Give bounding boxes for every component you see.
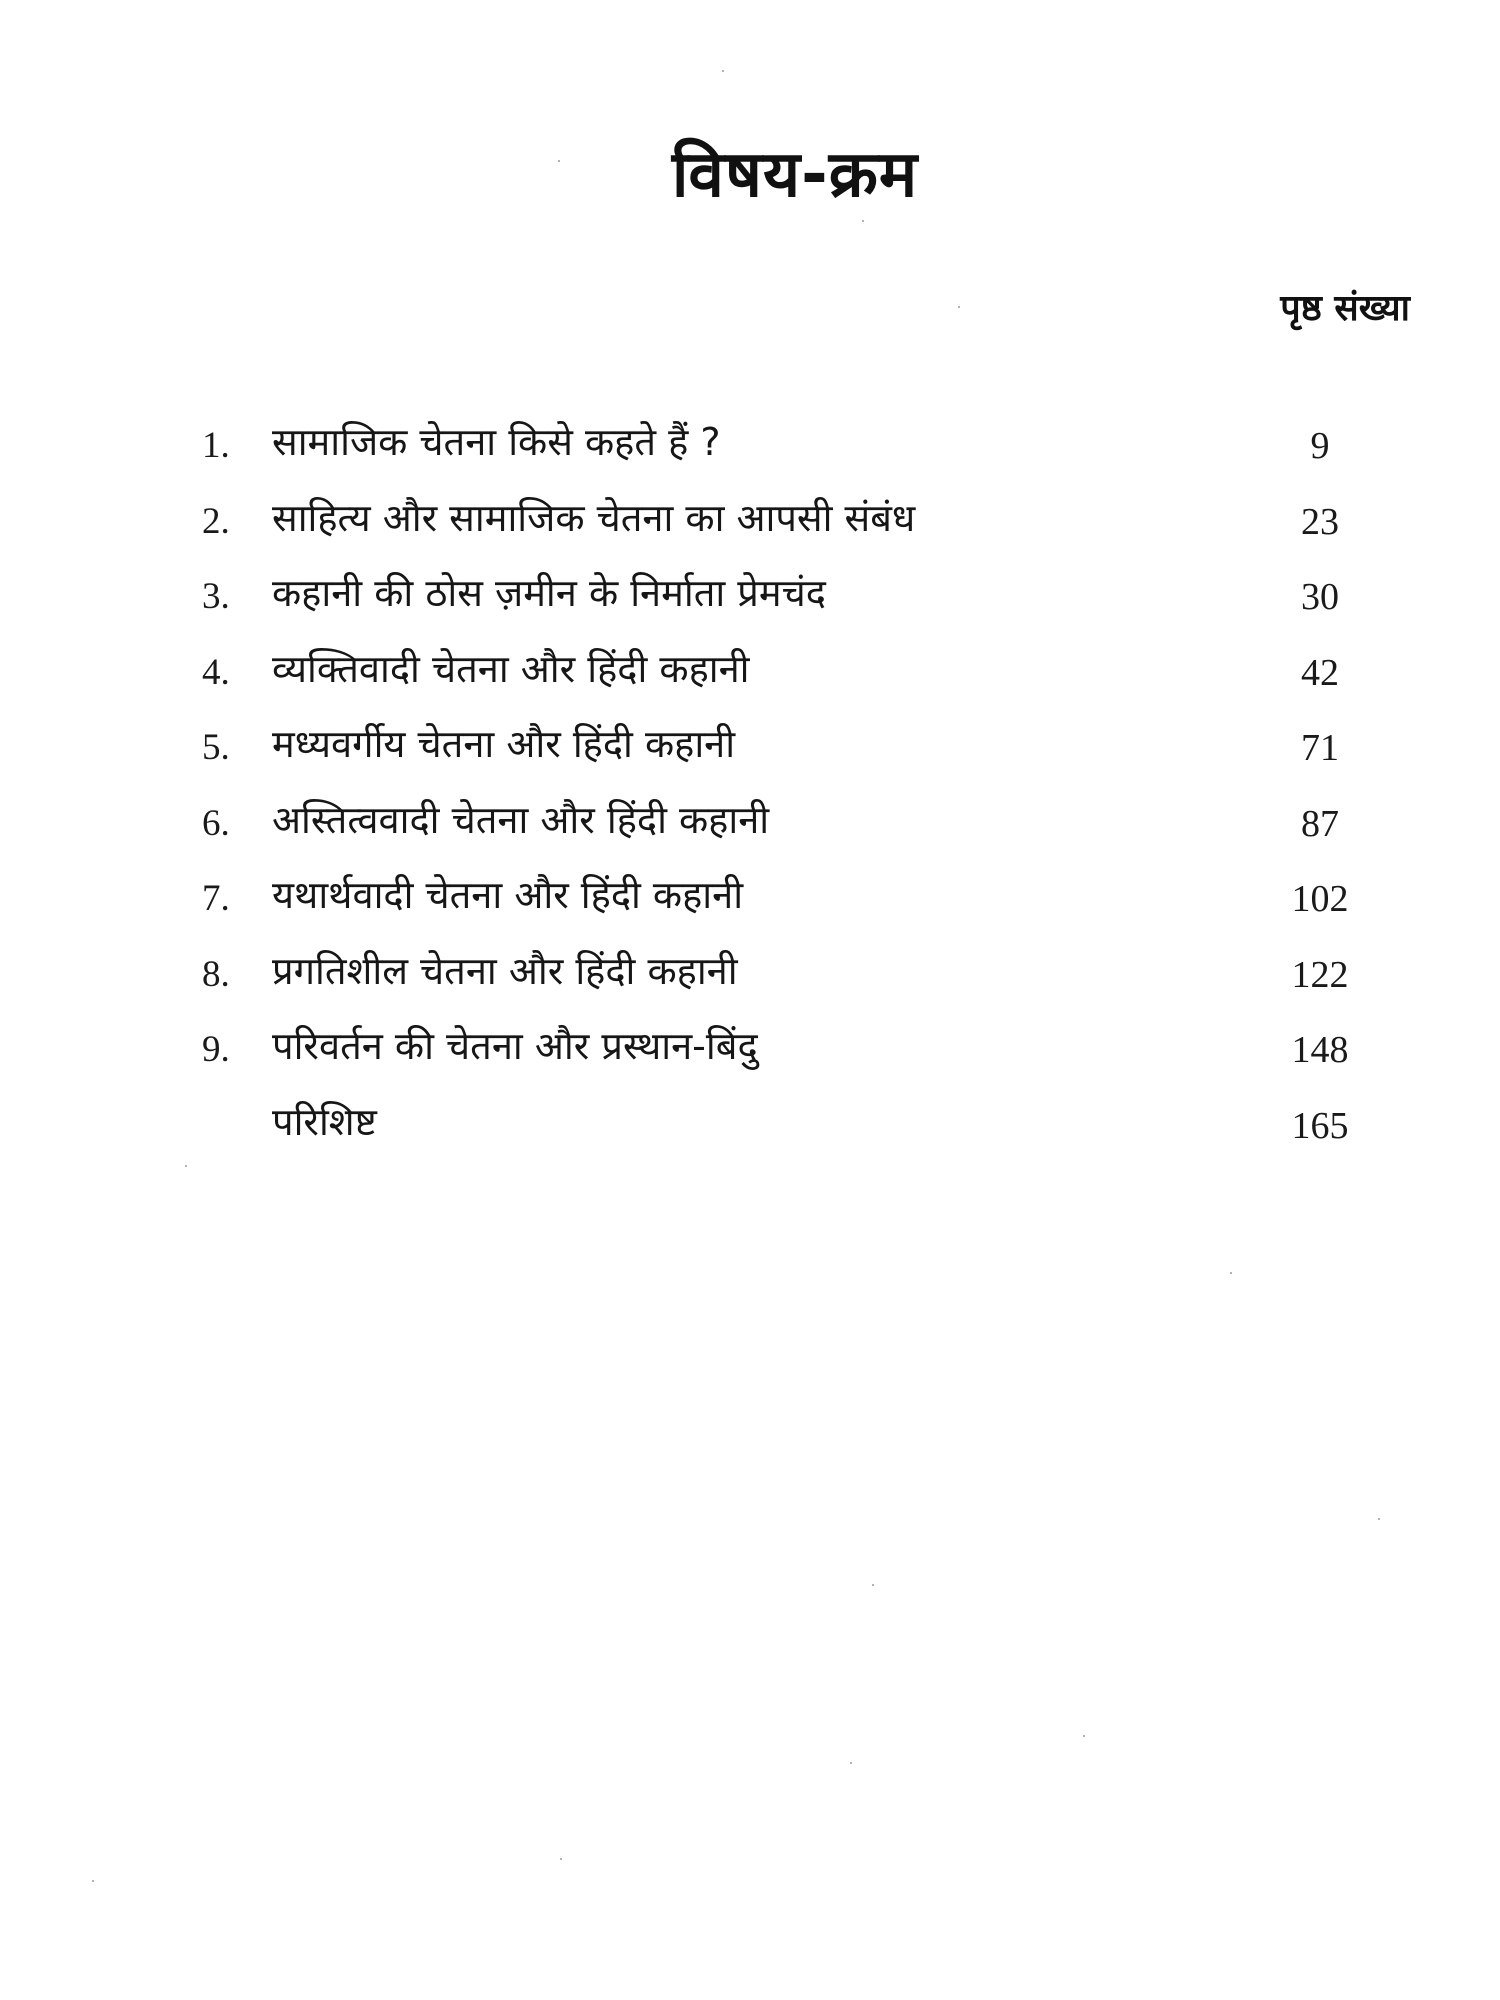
toc-entry-title: सामाजिक चेतना किसे कहते हैं ?: [272, 420, 721, 464]
toc-entry-number: 7.: [202, 878, 230, 919]
toc-entry-number: 2.: [202, 500, 230, 542]
scan-speck: [185, 1165, 187, 1167]
toc-entry-title: मध्यवर्गीय चेतना और हिंदी कहानी: [272, 722, 736, 766]
toc-entry-title: साहित्य और सामाजिक चेतना का आपसी संबंध: [272, 495, 916, 540]
toc-entry-page: 148: [1291, 1029, 1349, 1071]
scan-speck: [92, 1880, 94, 1882]
scan-speck: [560, 1858, 562, 1860]
toc-entry-number: 3.: [202, 576, 230, 617]
toc-entry-title: अस्तित्ववादी चेतना और हिंदी कहानी: [272, 797, 770, 842]
toc-entry-3: [0, 569, 1500, 645]
toc-entry-number: 6.: [202, 802, 230, 844]
toc-entry-title: व्यक्तिवादी चेतना और हिंदी कहानी: [272, 646, 750, 691]
scan-speck: [1083, 1735, 1085, 1737]
toc-entry-page: 42: [1301, 651, 1339, 694]
scan-speck: [1230, 1272, 1232, 1274]
toc-entry-page: 102: [1291, 878, 1349, 920]
page-title: विषय-क्रम: [671, 138, 919, 212]
toc-entry-9: [0, 1022, 1500, 1098]
scan-speck: [722, 70, 724, 72]
toc-entry-page: 30: [1301, 576, 1339, 618]
scan-speck: [872, 1584, 874, 1586]
page-number-column-header: पृष्ठ संख्या: [1280, 288, 1410, 329]
scan-speck: [958, 306, 960, 308]
scan-speck: [850, 1762, 852, 1764]
scan-speck: [558, 160, 560, 162]
toc-entry-number: 5.: [202, 727, 230, 768]
toc-entry-title: परिवर्तन की चेतना और प्रस्थान-बिंदु: [272, 1024, 758, 1068]
toc-entry-number: 9.: [202, 1029, 230, 1070]
toc-entry-2: [0, 494, 1500, 570]
toc-entry-number: 8.: [202, 953, 230, 995]
scan-speck: [1378, 1518, 1380, 1520]
toc-entry-5: [0, 720, 1500, 796]
toc-entry-page: 87: [1301, 802, 1339, 845]
toc-entry-number: 4.: [202, 651, 230, 693]
toc-entry-title: परिशिष्ट: [272, 1099, 377, 1144]
toc-entry-page: 23: [1301, 500, 1339, 543]
toc-entry-page: 71: [1301, 727, 1339, 769]
toc-entry-number: 1.: [202, 425, 230, 466]
toc-entry-6: [0, 796, 1500, 872]
toc-entry-appendix: [0, 1098, 1500, 1174]
toc-entry-title: प्रगतिशील चेतना और हिंदी कहानी: [272, 948, 738, 993]
toc-entry-1: [0, 418, 1500, 494]
toc-entry-page: 9: [1310, 425, 1330, 467]
toc-entry-page: 122: [1291, 953, 1349, 996]
toc-entry-title: यथार्थवादी चेतना और हिंदी कहानी: [272, 873, 744, 917]
table-of-contents: [0, 418, 1500, 1173]
toc-entry-page: 165: [1291, 1104, 1349, 1147]
toc-entry-title: कहानी की ठोस ज़मीन के निर्माता प्रेमचंद: [272, 571, 826, 615]
toc-entry-8: [0, 947, 1500, 1023]
toc-entry-4: [0, 645, 1500, 721]
toc-entry-7: [0, 871, 1500, 947]
scan-speck: [862, 220, 864, 222]
